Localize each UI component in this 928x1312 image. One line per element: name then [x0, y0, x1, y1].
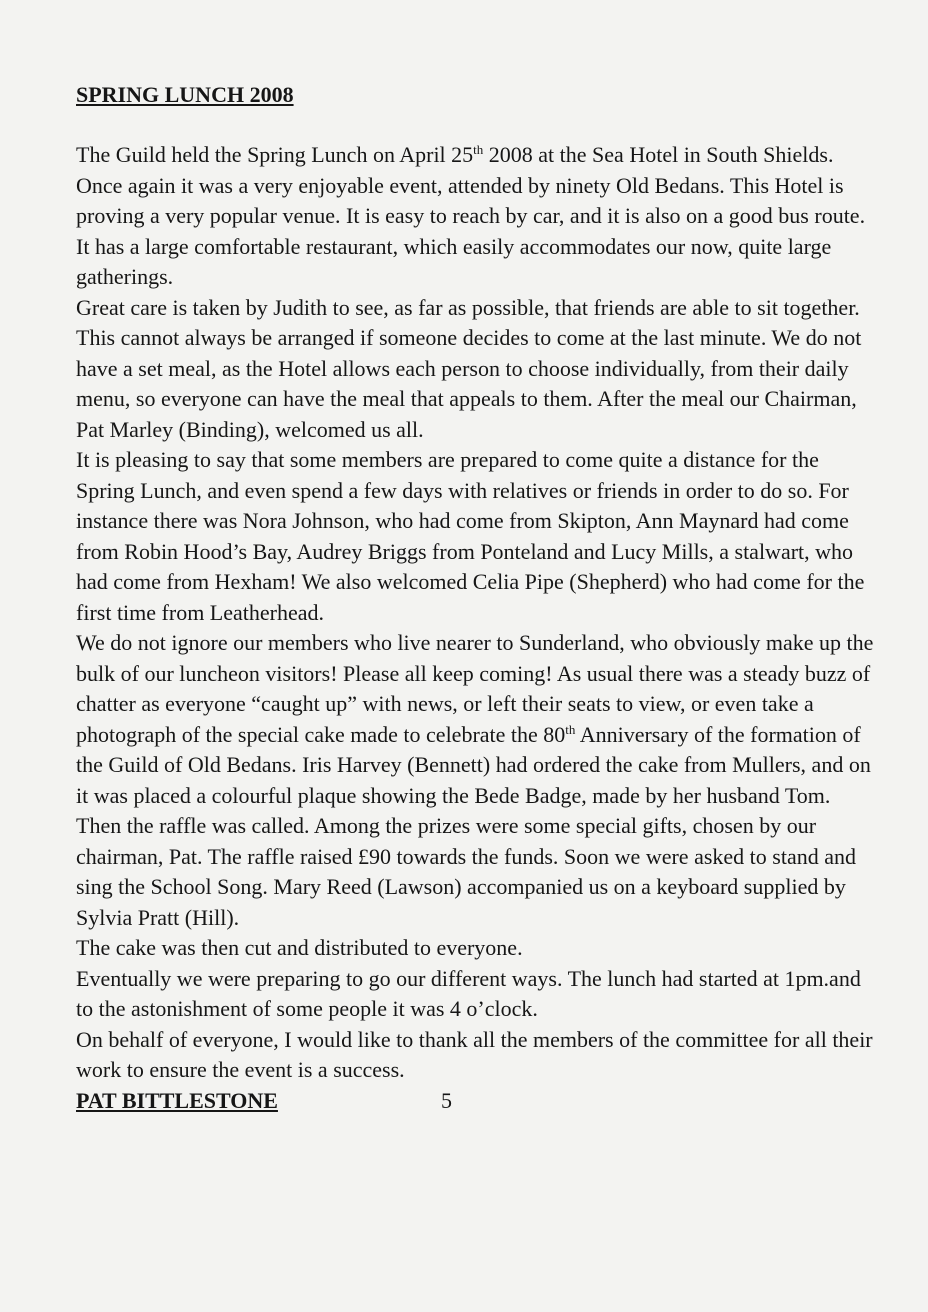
paragraph-1-text: The Guild held the Spring Lunch on April 25: [76, 142, 474, 167]
article-footer: [76, 1086, 876, 1116]
article: [76, 80, 876, 1116]
paragraph-5-text-cont: Anniversary of the formation of the Guild of Old Bedans. Iris Harvey (Bennett) had ordered the cake from Mullers, and on it was placed a colourful plaque showing the Bede Badge, made by her husband Tom. Then the raffle was called. Among the prizes were some special gifts, chosen by our chairman, Pat. The raffle raised £90 towards the funds. Soon we were asked to stand and sing the School Song. Mary Reed (Lawson) accompanied us on a keyboard supplied by Sylvia Pratt (Hill).: [76, 721, 871, 930]
ordinal-suffix: th: [565, 721, 576, 737]
paragraph-6: The cake was then cut and distributed to everyone.: [76, 935, 523, 960]
page-number: 5: [441, 1087, 452, 1113]
paragraph-3: Great care is taken by Judith to see, as far as possible, that friends are able to sit together. This cannot always be arranged if someone decides to come at the last minute. We do not have a set meal, as the Hotel allows each person to choose individually, from their daily menu, so everyone can have the meal that appeals to them. After the meal our Chairman, Pat Marley (Binding), welcomed us all.: [76, 294, 862, 442]
paragraph-2: Once again it was a very enjoyable event, attended by ninety Old Bedans. This Hotel is proving a very popular venue. It is easy to reach by car, and it is also on a good bus route. It has a large comfortable restaurant, which easily accommodates our now, quite large gatherings.: [76, 172, 866, 289]
author-signature: PAT BITTLESTONE: [76, 1087, 278, 1113]
paragraph-4: It is pleasing to say that some members are prepared to come quite a distance for the Spring Lunch, and even spend a few days with relatives or friends in order to do so. For instance there was Nora Johnson, who had come from Skipton, Ann Maynard had come from Robin Hood’s Bay, Audrey Briggs from Ponteland and Lucy Mills, a stalwart, who had come from Hexham! We also welcomed Celia Pipe (Shepherd) who had come for the first time from Leatherhead.: [76, 447, 865, 625]
paragraph-5: [76, 628, 876, 933]
paragraph-5-text: We do not ignore our members who live nearer to Sunderland, who obviously make up the bulk of our luncheon visitors! Please all keep coming! As usual there was a steady buzz of chatter as everyone “caught up” with news, or left their seats to view, or even take a photograph of the special cake made to celebrate the 80: [76, 630, 874, 747]
paragraph-1-text-cont: 2008 at the Sea Hotel in South Shields.: [483, 142, 834, 167]
paragraph-1: [76, 140, 876, 171]
paragraph-8: On behalf of everyone, I would like to thank all the members of the committee for all their work to ensure the event is a success.: [76, 1026, 873, 1082]
article-title: SPRING LUNCH 2008: [76, 82, 294, 107]
ordinal-suffix: th: [473, 142, 484, 157]
paragraph-7: Eventually we were preparing to go our different ways. The lunch had started at 1pm.and to the astonishment of some people it was 4 o’clock.: [76, 965, 861, 1021]
